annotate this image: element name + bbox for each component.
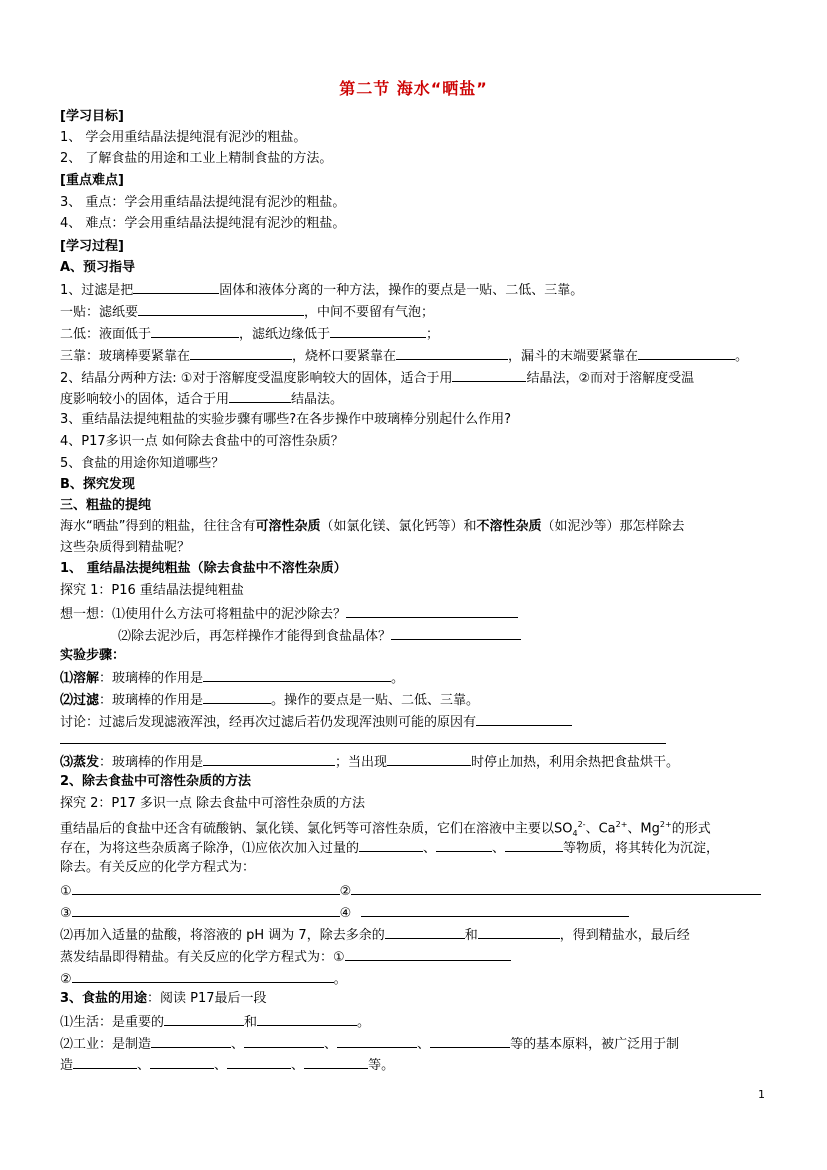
evaporate-text-c: 时停止加热，利用余热把食盐烘干。 xyxy=(471,755,680,770)
filter-text-end: 。操作的要点是一贴、二低、三靠。 xyxy=(271,693,480,708)
blank-field[interactable] xyxy=(638,346,735,360)
blank-field[interactable] xyxy=(229,389,291,403)
keypoint-item-4: 4、 难点：学会用重结晶法提纯混有泥沙的粗盐。 xyxy=(60,216,346,231)
soluble-text-2d: 等物质，将其转化为沉淀， xyxy=(563,841,720,856)
soluble-impurity-label: 可溶性杂质 xyxy=(255,519,321,534)
part-2-heading: 2、除去食盐中可溶性杂质的方法 xyxy=(60,774,252,789)
blank-field[interactable] xyxy=(359,838,423,852)
evaporate-text: ：玻璃棒的作用是 xyxy=(99,755,204,770)
process-heading: [学习过程] xyxy=(60,239,124,254)
acid-text-2: 蒸发结晶即得精盐。有关反应的化学方程式为：① xyxy=(60,950,345,965)
soluble-line-2 xyxy=(60,838,772,858)
part-1-heading: 1、 重结晶法提纯粗盐（除去食盐中不溶性杂质） xyxy=(60,561,347,576)
evaporate-text-b: ；当出现 xyxy=(335,755,388,770)
question-3: 3、重结晶法提纯粗盐的实验步骤有哪些?在各步操作中玻璃棒分别起什么作用? xyxy=(60,412,512,427)
section-3-heading: 三、粗盐的提纯 xyxy=(60,498,152,513)
blank-field[interactable] xyxy=(436,838,492,852)
explore-2: 探究 2：P17 多识一点 除去食盐中可溶性杂质的方法 xyxy=(60,796,366,811)
q2-text-b: 结晶法，②而对于溶解度受温 xyxy=(526,371,695,386)
filter-line xyxy=(60,690,772,710)
blank-field[interactable] xyxy=(190,346,292,360)
q2-text-c: 度影响较小的固体，适合于用 xyxy=(60,392,230,407)
soluble-line-3: 除去。有关反应的化学方程式为： xyxy=(60,860,256,875)
life-text-a: ⑴生活：是重要的 xyxy=(60,1015,165,1030)
magnesium-charge: 2+ xyxy=(659,820,672,829)
calcium-symbol: 、Ca xyxy=(585,821,616,837)
keypoints-heading: [重点难点] xyxy=(60,173,124,188)
industry-text-c: 等的基本原料，被广泛用于制 xyxy=(510,1037,680,1052)
blank-field[interactable] xyxy=(257,1012,357,1026)
sep: 、 xyxy=(423,841,437,856)
insoluble-impurity-label: 不溶性杂质 xyxy=(476,519,542,534)
explore-1: 探究 1：P16 重结晶法提纯粗盐 xyxy=(60,583,244,598)
blank-field[interactable] xyxy=(203,668,391,682)
life-text-b: 和 xyxy=(244,1015,258,1030)
soluble-text-2a: 存在，为将这些杂质离子除净，⑴应依次加入过量的 xyxy=(60,841,360,856)
sep: 、 xyxy=(214,1058,228,1073)
blank-field[interactable] xyxy=(73,1055,137,1069)
blank-field[interactable] xyxy=(345,947,511,961)
blank-field[interactable] xyxy=(430,1034,510,1048)
dissolve-end: 。 xyxy=(391,671,405,686)
life-text-c: 。 xyxy=(357,1015,371,1030)
blank-field[interactable] xyxy=(203,690,271,704)
question-1-text-b: 固体和液体分离的一种方法，操作的要点是一贴、二低、三靠。 xyxy=(219,283,584,298)
discuss-text: 讨论：过滤后发现滤液浑浊，经再次过滤后若仍发现浑浊则可能的原因有 xyxy=(60,715,477,730)
intro-line-2: 这些杂质得到精盐呢？ xyxy=(60,540,191,555)
life-line xyxy=(60,1012,772,1032)
blank-field[interactable] xyxy=(346,604,518,618)
blank-field[interactable] xyxy=(387,752,471,766)
eq-num-1: ① xyxy=(60,884,72,899)
eq-num-3: ③ xyxy=(60,906,72,921)
sep: 、 xyxy=(231,1037,245,1052)
low-text-a: 二低：液面低于 xyxy=(60,327,152,342)
part-3-text: ：阅读 P17最后一段 xyxy=(147,991,267,1006)
filter-low-line xyxy=(60,324,772,344)
acid-line-3 xyxy=(60,969,772,989)
steps-heading: 实验步骤： xyxy=(60,648,126,663)
blank-field[interactable] xyxy=(330,324,426,338)
think-line-1 xyxy=(60,604,772,624)
question-1 xyxy=(60,280,772,300)
acid-text-a: ⑵再加入适量的盐酸，将溶液的 pH 调为 7，除去多余的 xyxy=(60,928,385,943)
blank-field[interactable] xyxy=(151,324,239,338)
blank-field[interactable] xyxy=(150,1055,214,1069)
acid-line-1 xyxy=(60,925,772,945)
blank-field[interactable] xyxy=(244,1034,324,1048)
eq-num-2: ② xyxy=(339,884,352,899)
tie-text-a: 一贴：滤纸要 xyxy=(60,305,139,320)
goals-heading: [学习目标] xyxy=(60,109,124,124)
blank-field[interactable] xyxy=(227,1055,291,1069)
soluble-text-a: 重结晶后的食盐中还含有硫酸钠、氯化镁、氯化钙等可溶性杂质，它们在溶液中主要以 xyxy=(60,821,555,837)
blank-field[interactable] xyxy=(476,712,572,726)
sulfate-charge: 2- xyxy=(577,820,586,829)
sulfate-subscript: 4 xyxy=(572,828,578,838)
filter-tie-line xyxy=(60,302,772,322)
blank-field[interactable] xyxy=(72,881,340,895)
blank-field[interactable] xyxy=(138,302,304,316)
industry-text-a: ⑵工业：是制造 xyxy=(60,1037,152,1052)
blank-field[interactable] xyxy=(351,881,761,895)
equation-row-2 xyxy=(60,903,772,923)
blank-field[interactable] xyxy=(151,1034,231,1048)
sep: 、 xyxy=(417,1037,431,1052)
tie-text-b: ，中间不要留有气泡； xyxy=(304,305,435,320)
calcium-charge: 2+ xyxy=(615,820,628,829)
industry-line-2 xyxy=(60,1055,772,1075)
question-2-line-1 xyxy=(60,368,772,388)
sulfate-symbol: SO xyxy=(554,821,573,837)
blank-field[interactable] xyxy=(385,925,465,939)
evaporate-label: ⑶蒸发 xyxy=(60,755,100,770)
discuss-line xyxy=(60,712,772,732)
section-b-heading: B、探究发现 xyxy=(60,477,135,492)
dissolve-label: ⑴溶解 xyxy=(60,671,100,686)
acid-text-c: ，得到精盐水，最后经 xyxy=(559,928,690,943)
acid-text-b: 和 xyxy=(464,928,478,943)
sep: 、 xyxy=(137,1058,151,1073)
page-title: 第二节 海水“晒盐” xyxy=(339,79,488,98)
filter-lean-line xyxy=(60,346,772,366)
blank-field[interactable] xyxy=(396,346,508,360)
blank-field[interactable] xyxy=(452,368,526,382)
think-line-2 xyxy=(118,626,768,646)
eq-num-acid-2: ② xyxy=(60,972,72,987)
sep: 、 xyxy=(291,1058,305,1073)
dissolve-text: ：玻璃棒的作用是 xyxy=(99,671,204,686)
intro-text-e: （如泥沙等）那怎样除去 xyxy=(541,519,685,534)
blank-field[interactable] xyxy=(304,1055,368,1069)
question-1-text-a: 1、过滤是把 xyxy=(60,283,134,298)
intro-line-1 xyxy=(60,518,772,536)
question-2-line-2 xyxy=(60,389,772,409)
goal-item-1: 1、 学会用重结晶法提纯混有泥沙的粗盐。 xyxy=(60,130,307,145)
soluble-text-i: 的形式 xyxy=(671,821,711,837)
acid-end: 。 xyxy=(333,972,347,987)
intro-text-a: 海水“晒盐”得到的粗盐，往往含有 xyxy=(60,519,256,534)
sep: 、 xyxy=(324,1037,338,1052)
question-4: 4、P17多识一点 如何除去食盐中的可溶性杂质？ xyxy=(60,434,344,449)
part-3-label: 3、食盐的用途 xyxy=(60,991,148,1006)
intro-text-c: （如氯化镁、氯化钙等）和 xyxy=(320,519,477,534)
filter-text: ：玻璃棒的作用是 xyxy=(99,693,204,708)
page-number: 1 xyxy=(758,1088,765,1101)
sep: 、 xyxy=(492,841,506,856)
think-text-1: 想一想：⑴使用什么方法可将粗盐中的泥沙除去？ xyxy=(60,607,347,622)
dissolve-line xyxy=(60,668,772,688)
blank-field[interactable] xyxy=(133,280,219,294)
q2-text-d: 结晶法。 xyxy=(291,392,344,407)
lean-text-b: ，烧杯口要紧靠在 xyxy=(292,349,397,364)
eq-num-4: ④ xyxy=(339,906,352,921)
think-text-2: ⑵除去泥沙后，再怎样操作才能得到食盐晶体？ xyxy=(118,629,392,644)
low-text-b: ，滤纸边缘低于 xyxy=(239,327,331,342)
discuss-answer-line[interactable] xyxy=(60,743,666,744)
industry-text-d: 造 xyxy=(60,1058,74,1073)
question-5: 5、食盐的用途你知道哪些？ xyxy=(60,456,225,471)
blank-field[interactable] xyxy=(478,925,560,939)
blank-field[interactable] xyxy=(505,838,563,852)
lean-text-d: 。 xyxy=(735,349,749,364)
acid-line-2 xyxy=(60,947,772,967)
blank-field[interactable] xyxy=(337,1034,417,1048)
part-3-heading xyxy=(60,990,772,1008)
magnesium-symbol: 、Mg xyxy=(627,821,660,837)
keypoint-item-3: 3、 重点：学会用重结晶法提纯混有泥沙的粗盐。 xyxy=(60,195,346,210)
evaporate-line xyxy=(60,752,772,772)
blank-field[interactable] xyxy=(203,752,335,766)
blank-field[interactable] xyxy=(361,903,629,917)
industry-text-e: 等。 xyxy=(368,1058,395,1073)
lean-text-a: 三靠：玻璃棒要紧靠在 xyxy=(60,349,191,364)
goal-item-2: 2、 了解食盐的用途和工业上精制食盐的方法。 xyxy=(60,151,333,166)
lean-text-c: ，漏斗的末端要紧靠在 xyxy=(508,349,639,364)
blank-field[interactable] xyxy=(72,969,334,983)
equation-row-1 xyxy=(60,881,772,901)
industry-line-1 xyxy=(60,1034,772,1054)
filter-label: ⑵过滤 xyxy=(60,693,100,708)
section-a-heading: A、预习指导 xyxy=(60,260,136,275)
blank-field[interactable] xyxy=(72,903,340,917)
blank-field[interactable] xyxy=(164,1012,244,1026)
blank-field[interactable] xyxy=(391,626,521,640)
q2-text-a: 2、结晶分两种方法: ①对于溶解度受温度影响较大的固体，适合于用 xyxy=(60,371,453,386)
low-text-c: ； xyxy=(426,327,440,342)
